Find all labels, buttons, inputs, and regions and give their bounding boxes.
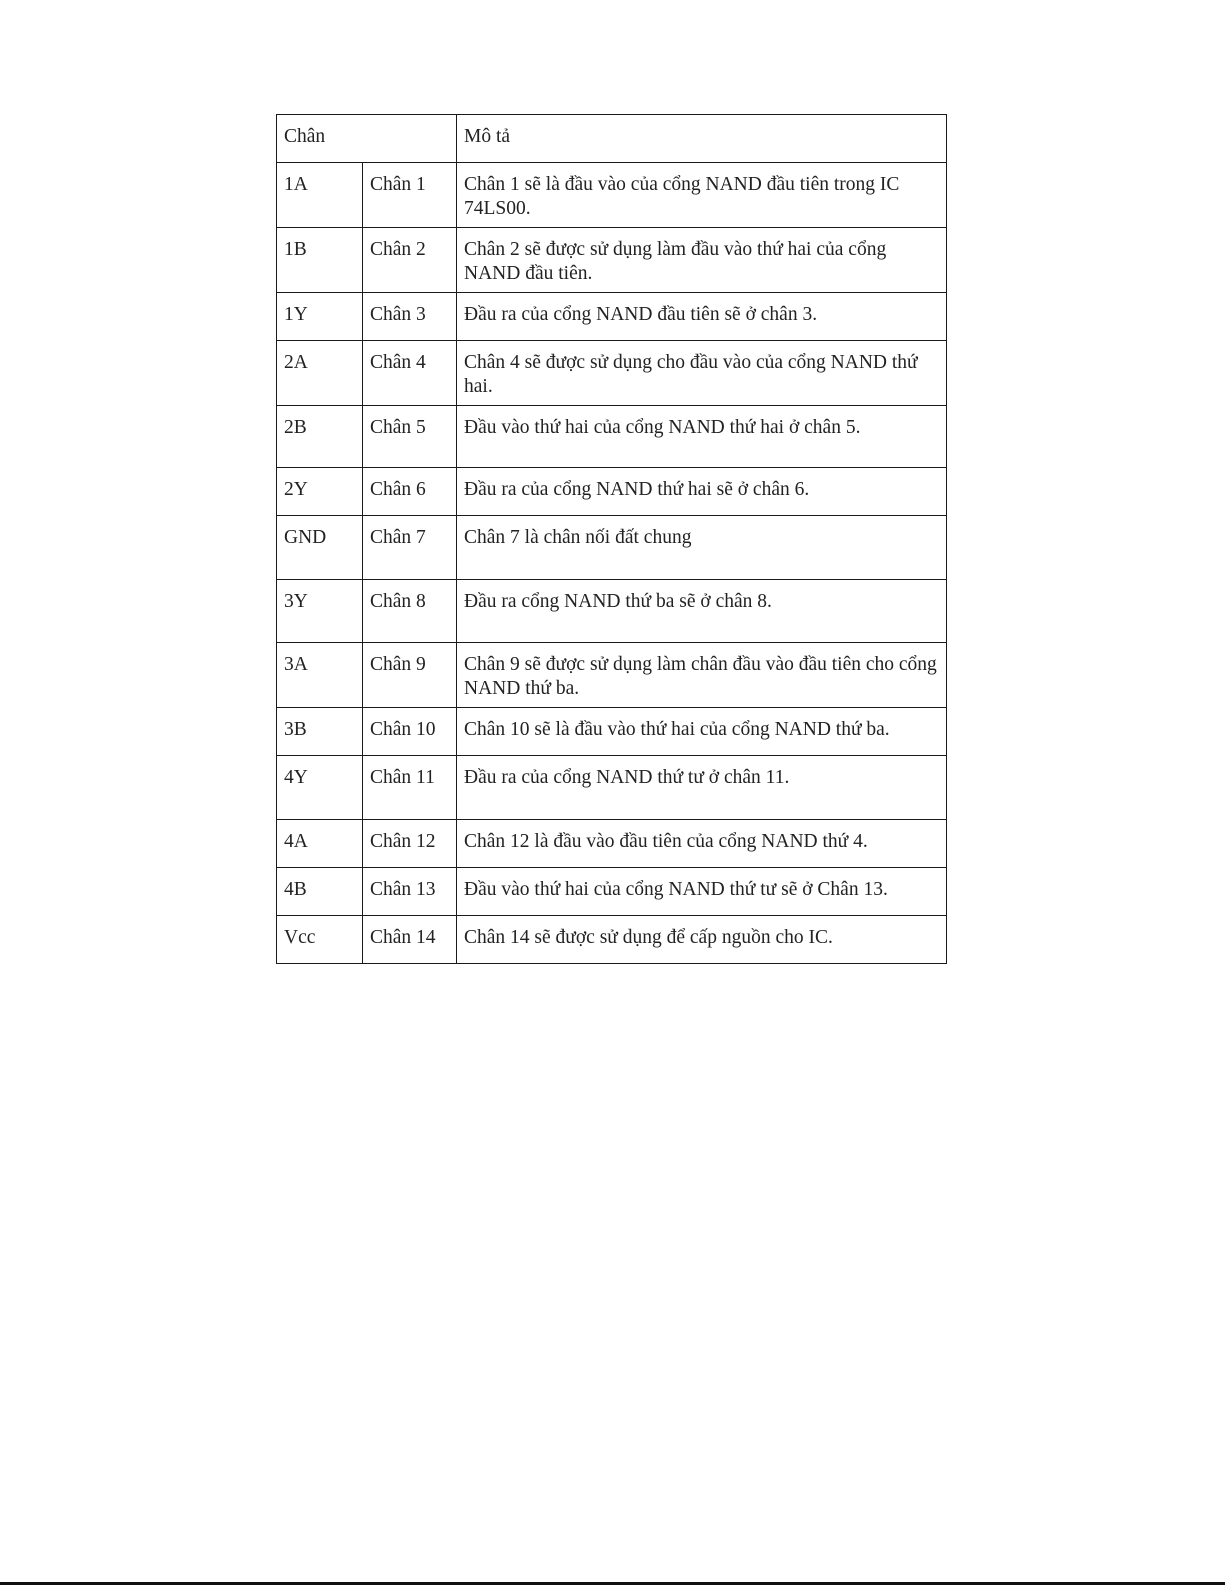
pin-description: Chân 14 sẽ được sử dụng để cấp nguồn cho IC. [457,916,947,964]
pin-description: Đầu vào thứ hai của cổng NAND thứ hai ở chân 5. [457,406,947,468]
pin-description: Chân 4 sẽ được sử dụng cho đầu vào của cổng NAND thứ hai. [457,341,947,406]
pin-name: 2A [277,341,363,406]
pin-name: 4B [277,868,363,916]
table-row [277,163,947,228]
pin-description: Chân 7 là chân nối đất chung [457,516,947,580]
table-row [277,708,947,756]
pin-name: 1Y [277,293,363,341]
pin-number: Chân 14 [363,916,457,964]
table-row [277,580,947,643]
pin-description: Đầu ra của cổng NAND đầu tiên sẽ ở chân 3. [457,293,947,341]
pin-number: Chân 7 [363,516,457,580]
table-row [277,820,947,868]
pin-number: Chân 9 [363,643,457,708]
pin-name: 1B [277,228,363,293]
pin-name: 4Y [277,756,363,820]
pin-name: 3B [277,708,363,756]
table-row [277,468,947,516]
pin-name: 1A [277,163,363,228]
table-row [277,868,947,916]
pin-description: Đầu vào thứ hai của cổng NAND thứ tư sẽ ở Chân 13. [457,868,947,916]
pin-number: Chân 11 [363,756,457,820]
pin-number: Chân 6 [363,468,457,516]
pin-description: Chân 10 sẽ là đầu vào thứ hai của cổng NAND thứ ba. [457,708,947,756]
pin-description: Đầu ra của cổng NAND thứ hai sẽ ở chân 6. [457,468,947,516]
pin-name: 2B [277,406,363,468]
pin-number: Chân 1 [363,163,457,228]
pin-name: GND [277,516,363,580]
pin-number: Chân 13 [363,868,457,916]
table-row [277,341,947,406]
pin-description: Chân 1 sẽ là đầu vào của cổng NAND đầu tiên trong IC 74LS00. [457,163,947,228]
pin-description: Chân 12 là đầu vào đầu tiên của cổng NAND thứ 4. [457,820,947,868]
pin-description-table [276,114,947,964]
table-row [277,293,947,341]
header-description: Mô tả [457,115,947,163]
table-row [277,643,947,708]
pin-number: Chân 4 [363,341,457,406]
pin-number: Chân 8 [363,580,457,643]
pin-name: 4A [277,820,363,868]
header-pin: Chân [277,115,457,163]
pin-description: Đầu ra của cổng NAND thứ tư ở chân 11. [457,756,947,820]
pin-number: Chân 2 [363,228,457,293]
table-row [277,516,947,580]
pin-number: Chân 10 [363,708,457,756]
table-row [277,756,947,820]
pin-number: Chân 3 [363,293,457,341]
table-row [277,916,947,964]
table-row [277,406,947,468]
pin-name: 2Y [277,468,363,516]
pin-number: Chân 5 [363,406,457,468]
pin-number: Chân 12 [363,820,457,868]
table-header-row [277,115,947,163]
pin-name: 3Y [277,580,363,643]
pin-name: 3A [277,643,363,708]
pin-name: Vcc [277,916,363,964]
table-row [277,228,947,293]
pin-description: Chân 2 sẽ được sử dụng làm đầu vào thứ hai của cổng NAND đầu tiên. [457,228,947,293]
pin-description: Chân 9 sẽ được sử dụng làm chân đầu vào đầu tiên cho cổng NAND thứ ba. [457,643,947,708]
pin-description: Đầu ra cổng NAND thứ ba sẽ ở chân 8. [457,580,947,643]
